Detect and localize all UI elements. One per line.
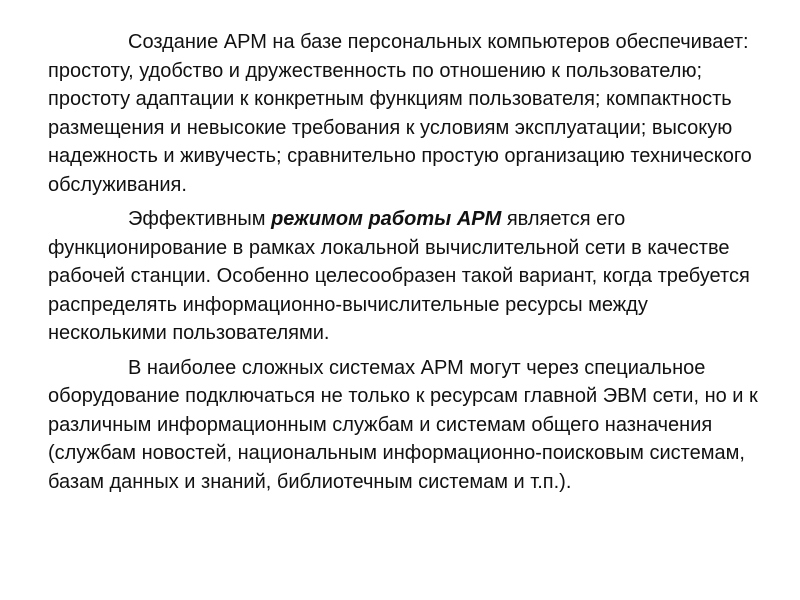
paragraph-text-before: Эффективным xyxy=(128,208,272,230)
paragraph-text-after: является его функционирование в рамках локальной вычислительной сети в качестве рабочей станции. Особенно целесообразен такой вариант, когда требуется распределять информационно-вычислительные ресурсы между несколькими пользователями. xyxy=(48,208,750,344)
paragraph-arm-advantages: Создание АРМ на базе персональных компьютеров обеспечивает: простоту, удобство и дружественность по отношению к пользователю; простоту адаптации к конкретным функциям пользователя; компактность размещения и невысокие требования к условиям эксплуатации; высокую надежность и живучесть; сравнительно простую организацию технического обслуживания. xyxy=(48,31,752,196)
paragraph-arm-complex-systems: В наиболее сложных системах АРМ могут через специальное оборудование подключаться не только к ресурсам главной ЭВМ сети, но и к различным информационным службам и системам общего назначения (службам новостей, национальным информационно-поисковым системам, базам данных и знаний, библиотечным системам и т.п.). xyxy=(48,356,758,493)
slide-body xyxy=(48,28,768,502)
paragraph-arm-operating-mode xyxy=(48,205,768,348)
emphasized-term: режимом работы АРМ xyxy=(271,208,502,230)
